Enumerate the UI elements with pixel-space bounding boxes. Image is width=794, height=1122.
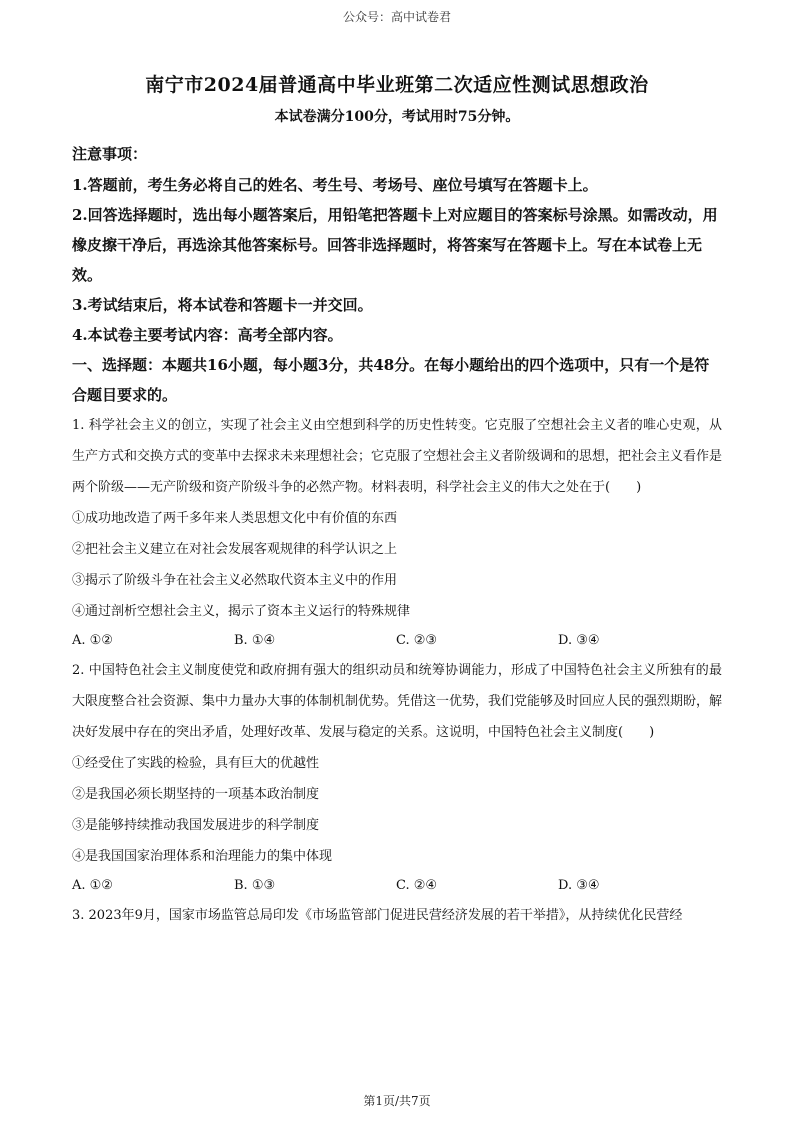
notice-item: 3.考试结束后，将本试卷和答题卡一并交回。: [72, 296, 373, 314]
question-option: ③揭示了阶级斗争在社会主义必然取代资本主义中的作用: [72, 573, 398, 588]
answer-choice-b: B. ①③: [234, 878, 276, 893]
exam-title: 南宁市2024届普通高中毕业班第二次适应性测试思想政治: [145, 74, 649, 96]
answer-choice-c: C. ②③: [396, 633, 438, 648]
page-number: 第1页/共7页: [363, 1094, 431, 1108]
answer-choice-d: D. ③④: [558, 878, 600, 893]
section-heading: 一、选择题：本题共16小题，每小题3分，共48分。在每小题给出的四个选项中，只有一个是符合题目要求的。: [72, 356, 710, 404]
notice-heading: 注意事项：: [72, 145, 148, 163]
question-option: ①成功地改造了两千多年来人类思想文化中有价值的东西: [72, 511, 398, 526]
answer-choice-b: B. ①④: [234, 633, 276, 648]
question-option: ④是我国国家治理体系和治理能力的集中体现: [72, 849, 333, 864]
question-2: [72, 655, 722, 900]
notice-item: 1.答题前，考生务必将自己的姓名、考生号、考场号、座位号填写在答题卡上。: [72, 176, 598, 194]
question-stem: 2. 中国特色社会主义制度使党和政府拥有强大的组织动员和统筹协调能力，形成了中国特色社会主义所独有的最大限度整合社会资源、集中力量办大事的体制机制优势。凭借这一优势，我们党能够及时回应人民的强烈期盼，解决好发展中存在的突出矛盾，处理好改革、发展与稳定的关系。这说明，中国特色社会主义制度( ): [72, 663, 723, 740]
question-option: ②把社会主义建立在对社会发展客观规律的科学认识之上: [72, 542, 398, 557]
question-option: ①经受住了实践的检验，具有巨大的优越性: [72, 756, 320, 771]
question-option: ③是能够持续推动我国发展进步的科学制度: [72, 818, 320, 833]
answer-choice-c: C. ②④: [396, 878, 438, 893]
question-stem: 1. 科学社会主义的创立，实现了社会主义由空想到科学的历史性转变。它克服了空想社会主义者的唯心史观，从生产方式和交换方式的变革中去探求未来理想社会；它克服了空想社会主义者阶级调和的思想，把社会主义看作是两个阶级——无产阶级和资产阶级斗争的必然产物。材料表明，科学社会主义的伟大之处在于( ): [72, 418, 723, 495]
question-option: ②是我国必须长期坚持的一项基本政治制度: [72, 787, 320, 802]
notice-item: 4.本试卷主要考试内容：高考全部内容。: [72, 326, 343, 344]
question-stem: 3. 2023年9月，国家市场监管总局印发《市场监管部门促进民营经济发展的若干举措》，从持续优化民营经: [72, 908, 683, 923]
question-option: ④通过剖析空想社会主义，揭示了资本主义运行的特殊规律: [72, 604, 411, 619]
question-1: [72, 410, 722, 655]
answer-choice-a: A. ①②: [72, 633, 113, 648]
exam-content: [72, 138, 722, 931]
exam-subtitle: 本试卷满分100分，考试用时75分钟。: [274, 109, 520, 125]
answer-choice-d: D. ③④: [558, 633, 600, 648]
answer-choices: [72, 627, 722, 655]
header-note: 公众号：高中试卷君: [342, 10, 451, 24]
notice-item: 2.回答选择题时，选出每小题答案后，用铅笔把答题卡上对应题目的答案标号涂黑。如需改动，用橡皮擦干净后，再选涂其他答案标号。回答非选择题时，将答案写在答题卡上。写在本试卷上无效。: [72, 206, 718, 284]
answer-choices: [72, 872, 722, 900]
answer-choice-a: A. ①②: [72, 878, 113, 893]
question-3: [72, 900, 722, 931]
